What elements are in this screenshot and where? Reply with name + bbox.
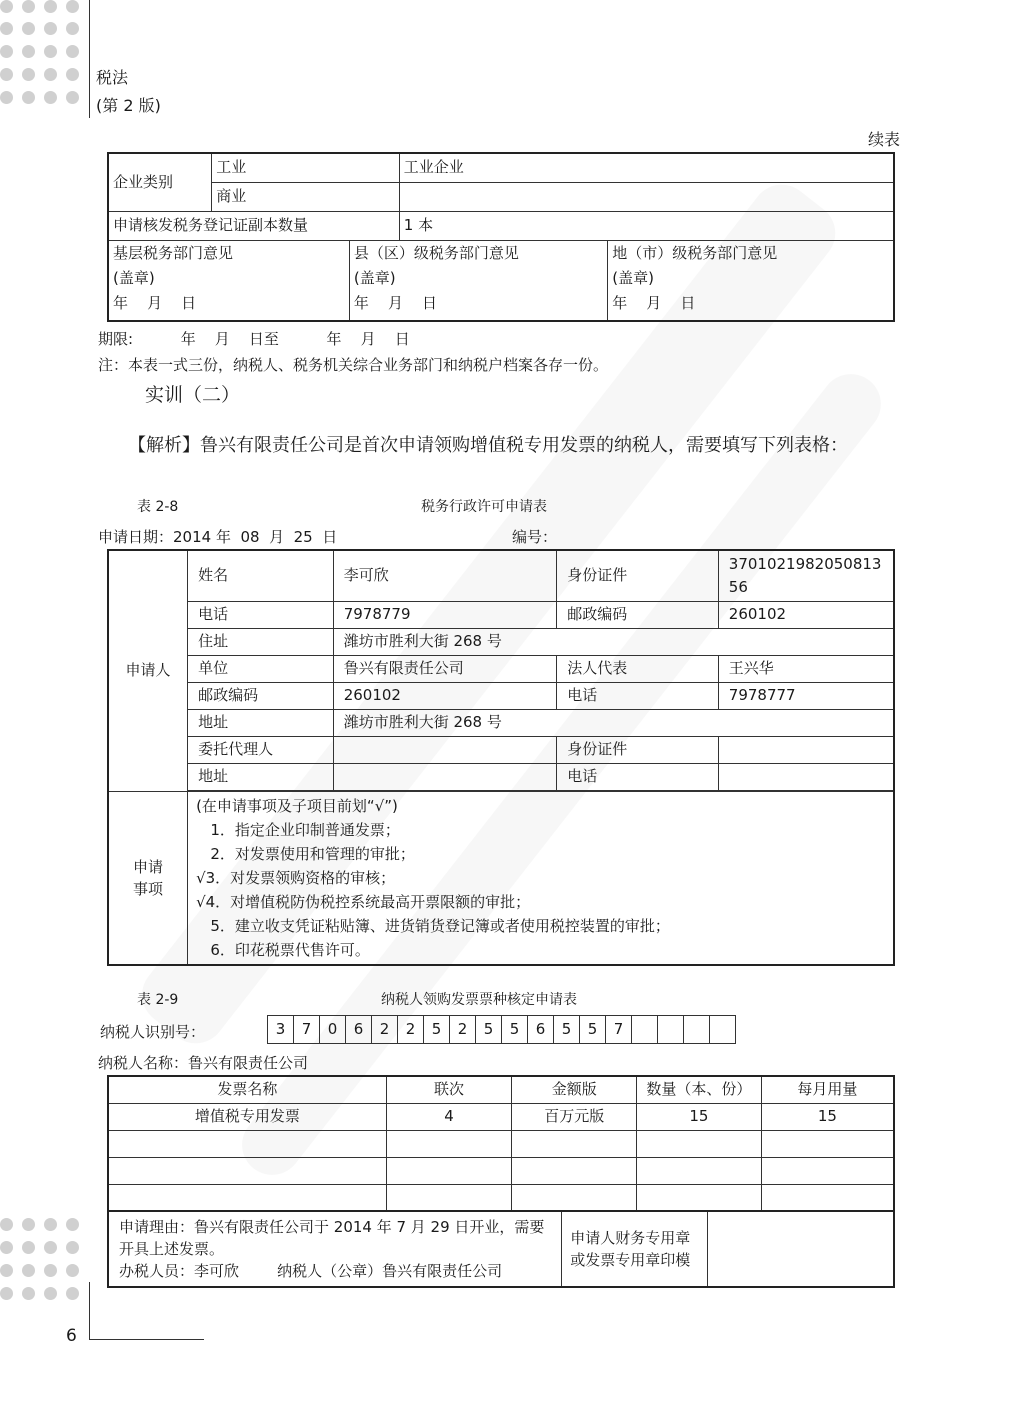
- cell: [761, 1157, 894, 1184]
- unit-address-label: 地址: [188, 709, 334, 736]
- matters-label: [108, 791, 188, 965]
- invoice-type-table: [107, 1075, 895, 1212]
- opinion-cell: [608, 240, 894, 321]
- agent-value: [333, 736, 557, 763]
- opinion-seal: (盖章): [612, 268, 654, 287]
- id-digit: 6: [528, 1016, 554, 1044]
- id-digit: 5: [502, 1016, 528, 1044]
- continued-label: 续表: [868, 130, 901, 149]
- section-title: 实训（二）: [145, 384, 241, 406]
- table-row: [108, 1157, 894, 1184]
- table-row: [108, 1103, 894, 1130]
- matter-item: 2．对发票使用和管理的审批；: [196, 844, 415, 863]
- reason-line2: 开具上述发票。: [119, 1240, 225, 1258]
- opinion-seal: (盖章): [113, 268, 155, 287]
- cell: [637, 1184, 762, 1211]
- cell: [512, 1157, 637, 1184]
- agent-label: 委托代理人: [188, 736, 334, 763]
- reason-line1: 申请理由：鲁兴有限责任公司于 2014 年 7 月 29 日开业，需要: [119, 1218, 545, 1236]
- legal-rep-value: 王兴华: [718, 655, 894, 682]
- cell: 增值税专用发票: [108, 1103, 386, 1130]
- unit-label: 单位: [188, 655, 334, 682]
- header-invoice-name: 发票名称: [108, 1076, 386, 1103]
- address-value: 潍坊市胜利大街 268 号: [333, 628, 894, 655]
- name-value: 李可欣: [333, 550, 557, 601]
- agent-id-label: 身份证件: [557, 736, 719, 763]
- id-label: 身份证件: [557, 550, 719, 601]
- id-digit: 2: [398, 1016, 424, 1044]
- cell: [386, 1184, 512, 1211]
- id-digit: 0: [320, 1016, 346, 1044]
- cell: [108, 1130, 386, 1157]
- unit-phone-value: 7978777: [718, 682, 894, 709]
- cell: [761, 1184, 894, 1211]
- taxpayer-name: 纳税人名称：鲁兴有限责任公司: [98, 1054, 309, 1072]
- cell: 百万元版: [512, 1103, 637, 1130]
- commerce-value: [399, 182, 894, 211]
- opinion-date: 年 月 日: [612, 293, 696, 312]
- matter-item: √3．对发票领购资格的审核；: [196, 868, 396, 887]
- id-digit: 5: [476, 1016, 502, 1044]
- table-row: [108, 1130, 894, 1157]
- period-line: 期限: 年 月 日至 年 月 日: [98, 330, 410, 348]
- footer-rule: [89, 1339, 204, 1340]
- table-2-8-title: 税务行政许可申请表: [421, 499, 547, 515]
- id-digit: [710, 1016, 736, 1044]
- cell: [108, 1184, 386, 1211]
- applicant-label: 申请人: [108, 550, 188, 791]
- opinion-title: 地（市）级税务部门意见: [612, 243, 778, 262]
- clerk-line: 办税人员：李可欣 纳税人（公章）鲁兴有限责任公司: [119, 1262, 503, 1280]
- reason-cell: [108, 1211, 562, 1287]
- taxpayer-id-label: 纳税人识别号：: [100, 1023, 206, 1041]
- legal-rep-label: 法人代表: [557, 655, 719, 682]
- id-digit: 6: [346, 1016, 372, 1044]
- id-digit: 2: [372, 1016, 398, 1044]
- opinion-cell: [108, 240, 349, 321]
- table-row: [108, 1184, 894, 1211]
- id-digit: 7: [294, 1016, 320, 1044]
- zip-label: 邮政编码: [557, 601, 719, 628]
- unit-zip-label: 邮政编码: [188, 682, 334, 709]
- industry-value: 工业企业: [399, 153, 894, 182]
- margin-line-top: [89, 0, 90, 118]
- id-digit: 5: [424, 1016, 450, 1044]
- taxpayer-id-boxes: [267, 1015, 736, 1044]
- matter-item: √4．对增值税防伪税控系统最高开票限额的审批；: [196, 892, 531, 911]
- id-digit: 7: [606, 1016, 632, 1044]
- agent-id-value: [718, 736, 894, 763]
- serial-label: 编号：: [512, 528, 558, 546]
- matters-list: [188, 791, 894, 965]
- cell: [512, 1130, 637, 1157]
- continued-table: [107, 152, 895, 322]
- id-digit: 2: [450, 1016, 476, 1044]
- table-2-9-title: 纳税人领购发票票种核定申请表: [381, 992, 577, 1008]
- address-label: 住址: [188, 628, 334, 655]
- cell: [637, 1157, 762, 1184]
- header-amount-version: 金额版: [512, 1076, 637, 1103]
- cell: [386, 1157, 512, 1184]
- seal-area: [707, 1211, 894, 1287]
- header-quantity: 数量（本、份）: [637, 1076, 762, 1103]
- analysis-text: 【解析】鲁兴有限责任公司是首次申请领购增值税专用发票的纳税人，需要填写下列表格：: [128, 435, 848, 456]
- agent-address-label: 地址: [188, 763, 334, 790]
- cell: [761, 1130, 894, 1157]
- copies-value: 1 本: [399, 211, 894, 240]
- seal-label: [562, 1211, 707, 1287]
- margin-line-bottom: [89, 1282, 90, 1340]
- matter-item: 1．指定企业印制普通发票；: [196, 820, 400, 839]
- id-digit: [658, 1016, 684, 1044]
- seal-label-line1: 申请人财务专用章: [570, 1229, 691, 1247]
- table-2-8-number: 表 2-8: [137, 499, 179, 515]
- reason-table: [107, 1210, 895, 1288]
- apply-date: 申请日期：2014 年 08 月 25 日: [98, 528, 338, 546]
- enterprise-type-label: 企业类别: [108, 153, 212, 211]
- opinion-cell: [349, 240, 607, 321]
- id-digit: [632, 1016, 658, 1044]
- copies-label: 申请核发税务登记证副本数量: [108, 211, 399, 240]
- id-value: 370102198205081356: [718, 550, 894, 601]
- matters-label-line2: 事项: [133, 879, 164, 898]
- note-line: 注：本表一式三份，纳税人、税务机关综合业务部门和纳税户档案各存一份。: [98, 356, 609, 374]
- opinion-seal: (盖章): [353, 268, 396, 287]
- header-copies: 联次: [386, 1076, 512, 1103]
- cell: [512, 1184, 637, 1211]
- cell: [637, 1130, 762, 1157]
- unit-address-value: 潍坊市胜利大街 268 号: [333, 709, 894, 736]
- unit-value: 鲁兴有限责任公司: [333, 655, 557, 682]
- book-title: 税法: [96, 68, 129, 87]
- phone-value: 7978779: [333, 601, 557, 628]
- permit-application-table: [107, 549, 895, 966]
- phone-label: 电话: [188, 601, 334, 628]
- edition: (第 2 版): [96, 96, 161, 115]
- cell: 15: [637, 1103, 762, 1130]
- unit-zip-value: 260102: [333, 682, 557, 709]
- agent-address-value: [333, 763, 557, 790]
- unit-phone-label: 电话: [557, 682, 719, 709]
- matter-item: 6．印花税票代售许可。: [196, 940, 370, 959]
- zip-value: 260102: [718, 601, 894, 628]
- id-digit: [684, 1016, 710, 1044]
- matter-item: 5．建立收支凭证粘贴簿、进货销货登记簿或者使用税控装置的审批；: [196, 916, 670, 935]
- opinion-title: 基层税务部门意见: [113, 243, 234, 262]
- matters-label-line1: 申请: [133, 857, 164, 876]
- header-monthly-usage: 每月用量: [761, 1076, 894, 1103]
- agent-phone-label: 电话: [557, 763, 719, 790]
- opinion-date: 年 月 日: [353, 293, 438, 312]
- matters-intro: (在申请事项及子项目前划“√”): [196, 796, 398, 815]
- cell: [386, 1130, 512, 1157]
- cell: 15: [761, 1103, 894, 1130]
- agent-phone-value: [718, 763, 894, 790]
- name-label: 姓名: [188, 550, 334, 601]
- opinion-title: 县（区）级税务部门意见: [353, 243, 519, 262]
- id-digit: 5: [580, 1016, 606, 1044]
- page-number: 6: [66, 1326, 77, 1346]
- commerce-label: 商业: [212, 182, 399, 211]
- seal-label-line2: 或发票专用章印模: [570, 1251, 691, 1269]
- table-2-9-number: 表 2-9: [137, 992, 179, 1008]
- id-digit: 5: [554, 1016, 580, 1044]
- industry-label: 工业: [212, 153, 399, 182]
- cell: 4: [386, 1103, 512, 1130]
- cell: [108, 1157, 386, 1184]
- id-digit: 3: [268, 1016, 294, 1044]
- opinion-date: 年 月 日: [113, 293, 197, 312]
